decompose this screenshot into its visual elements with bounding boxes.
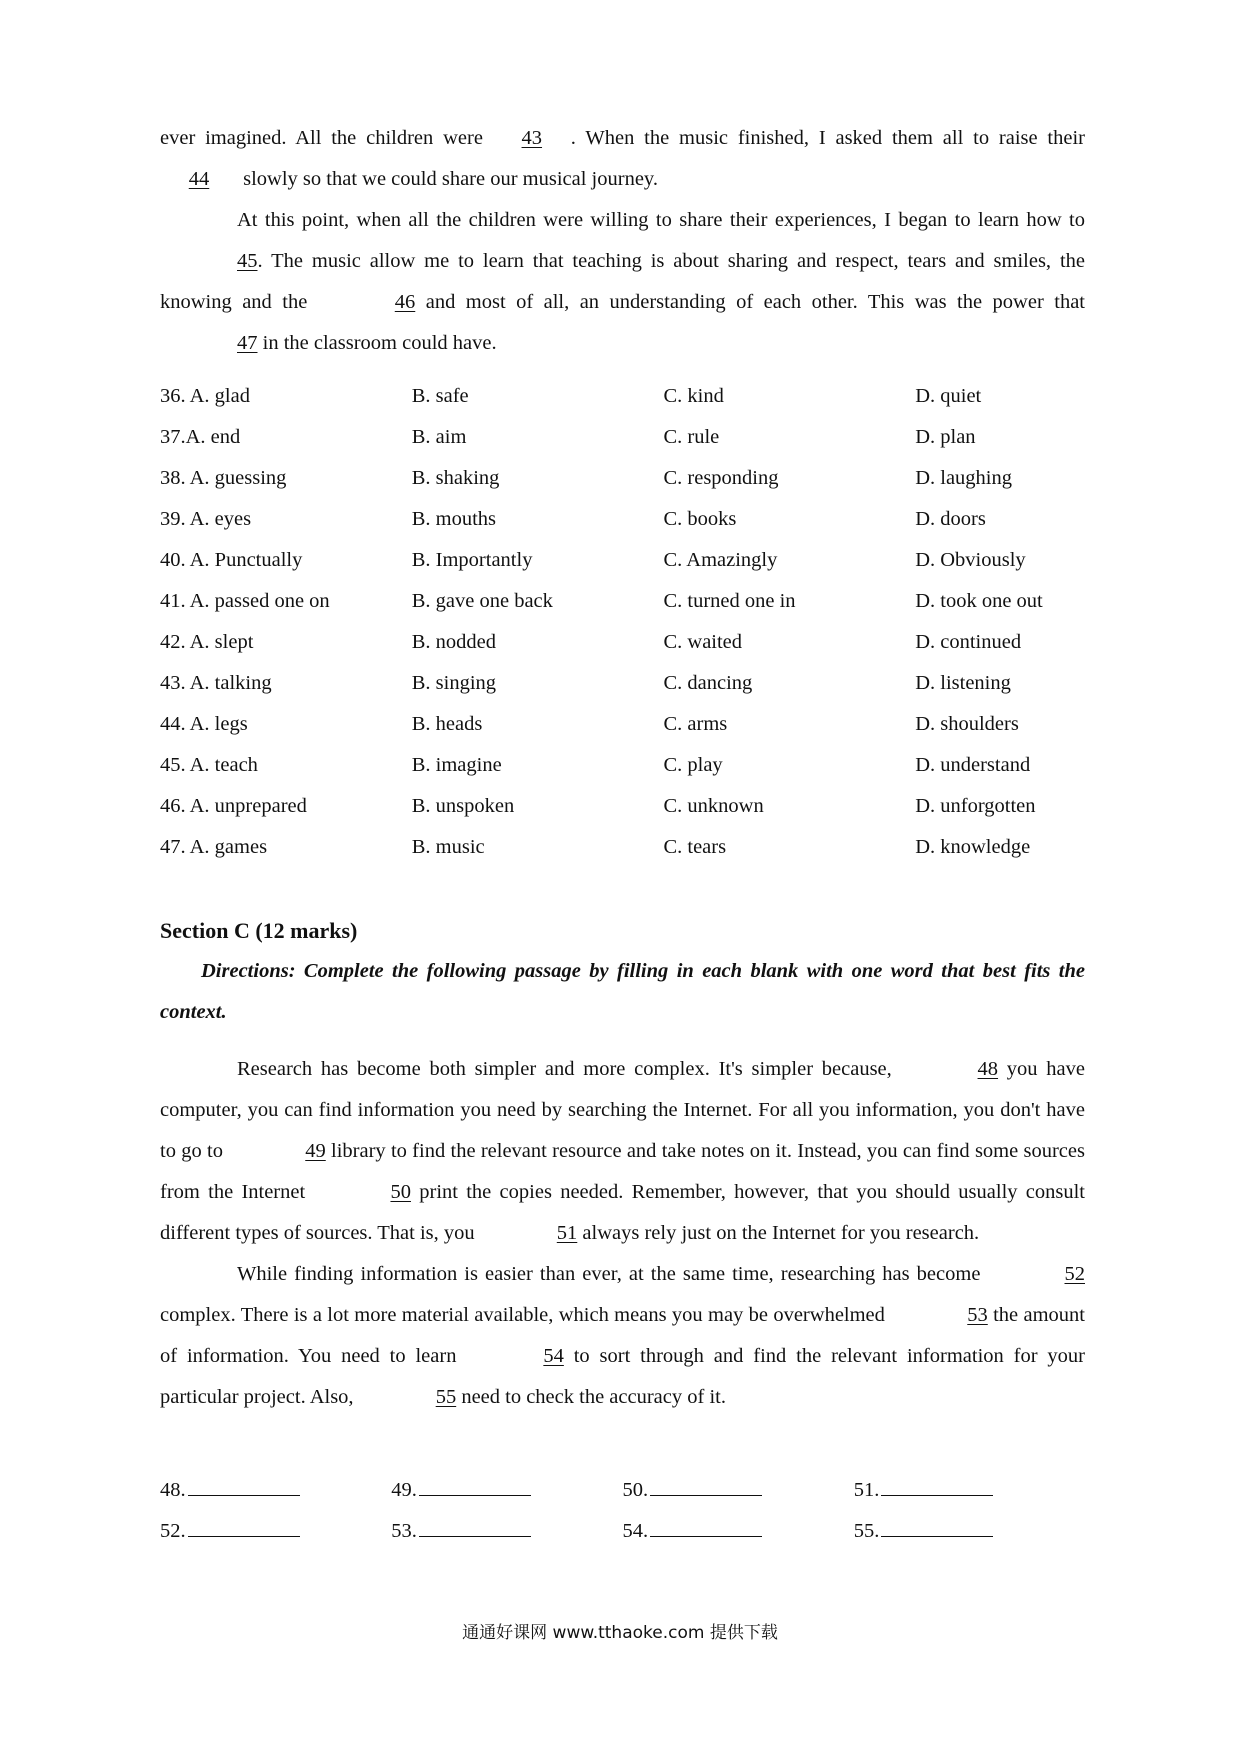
blank-53: 53 bbox=[967, 1304, 988, 1326]
answer-slot-55[interactable] bbox=[854, 1511, 1085, 1552]
option: C. kind bbox=[663, 385, 724, 407]
option: 40. A. Punctually bbox=[160, 549, 303, 571]
passage-paragraph-1 bbox=[160, 118, 1085, 200]
answer-number: 49. bbox=[391, 1479, 417, 1501]
option: B. gave one back bbox=[411, 590, 553, 612]
page-footer: 通通好课网 www.tthaoke.com 提供下载 bbox=[462, 1623, 778, 1643]
answer-slot-50[interactable] bbox=[623, 1470, 854, 1511]
option-row-46 bbox=[160, 786, 1085, 827]
option-row-38 bbox=[160, 458, 1085, 499]
answer-number: 52. bbox=[160, 1520, 186, 1542]
option: D. listening bbox=[915, 672, 1011, 694]
answer-slot-53[interactable] bbox=[391, 1511, 622, 1552]
option-row-42 bbox=[160, 622, 1085, 663]
blank-49: 49 bbox=[305, 1140, 326, 1162]
option: B. imagine bbox=[411, 754, 502, 776]
option: B. aim bbox=[411, 426, 467, 448]
answer-slot-48[interactable] bbox=[160, 1470, 391, 1511]
text: ever imagined. All the children were bbox=[160, 127, 493, 149]
text: . When the music finished, I asked them all to raise their bbox=[570, 127, 1085, 149]
option-row-40 bbox=[160, 540, 1085, 581]
answer-slot-54[interactable] bbox=[623, 1511, 854, 1552]
section-c-paragraph-2 bbox=[160, 1254, 1085, 1418]
answer-line[interactable] bbox=[419, 1471, 531, 1496]
option: B. music bbox=[411, 836, 485, 858]
options-list bbox=[160, 376, 1085, 868]
blank-50: 50 bbox=[390, 1181, 411, 1203]
option: D. quiet bbox=[915, 385, 982, 407]
answer-number: 50. bbox=[622, 1479, 649, 1501]
section-c-directions: Directions: Complete the following passage by filling in each blank with one word that best fits the context. bbox=[160, 960, 1085, 1023]
option: 41. A. passed one on bbox=[160, 590, 330, 612]
text: the amount of information. You need to learn bbox=[160, 1304, 1085, 1367]
option: D. unforgotten bbox=[915, 795, 1036, 817]
option: 47. A. games bbox=[160, 836, 268, 858]
answer-row bbox=[160, 1470, 1085, 1511]
text: and most of all, an understanding of each other. This was the power that bbox=[415, 291, 1085, 313]
answer-number: 54. bbox=[622, 1520, 649, 1542]
answer-number: 48. bbox=[160, 1479, 186, 1501]
section-c-title: Section C (12 marks) bbox=[160, 918, 358, 943]
option: 37.A. end bbox=[160, 426, 241, 448]
option: B. shaking bbox=[411, 467, 500, 489]
option: B. unspoken bbox=[411, 795, 515, 817]
blank-44: 44 bbox=[188, 168, 210, 190]
text: Research has become both simpler and more complex. It's simpler because, bbox=[237, 1058, 901, 1080]
answer-slot-52[interactable] bbox=[160, 1511, 391, 1552]
blank-45: 45 bbox=[237, 250, 258, 272]
text: library to find the relevant resource and take notes on it. Instead, you can find some sources from the Internet bbox=[160, 1140, 1085, 1203]
option: C. waited bbox=[663, 631, 743, 653]
option: D. plan bbox=[915, 426, 976, 448]
text: At this point, when all the children were willing to share their experiences, I began to learn how to bbox=[237, 209, 1085, 231]
option: D. knowledge bbox=[915, 836, 1031, 858]
option: C. play bbox=[663, 754, 723, 776]
option: B. singing bbox=[411, 672, 497, 694]
page-content bbox=[160, 118, 1085, 1552]
text: need to check the accuracy of it. bbox=[456, 1386, 726, 1408]
text: While finding information is easier than ever, at the same time, researching has become bbox=[237, 1263, 988, 1285]
option: C. dancing bbox=[663, 672, 753, 694]
option: D. continued bbox=[915, 631, 1022, 653]
text: you have computer, you can find information you need by searching the Internet. For all you information, you don't have to go to bbox=[160, 1058, 1086, 1162]
blank-46: 46 bbox=[394, 291, 416, 313]
answer-slot-51[interactable] bbox=[854, 1470, 1085, 1511]
option-row-47 bbox=[160, 827, 1085, 868]
blank-55: 55 bbox=[435, 1386, 457, 1408]
answer-number: 51. bbox=[853, 1479, 880, 1501]
text: . The music allow me to learn that teaching is about sharing and respect, tears and smiles, the knowing and the bbox=[160, 250, 1085, 313]
blank-51: 51 bbox=[556, 1222, 578, 1244]
option: D. took one out bbox=[915, 590, 1043, 612]
answer-grid bbox=[160, 1470, 1085, 1552]
option: 42. A. slept bbox=[160, 631, 254, 653]
answer-slot-49[interactable] bbox=[391, 1470, 622, 1511]
option: C. books bbox=[663, 508, 737, 530]
option: C. rule bbox=[663, 426, 720, 448]
answer-line[interactable] bbox=[881, 1471, 993, 1496]
option: B. Importantly bbox=[411, 549, 533, 571]
answer-number: 55. bbox=[853, 1520, 880, 1542]
option: C. arms bbox=[663, 713, 728, 735]
answer-line[interactable] bbox=[650, 1471, 762, 1496]
answer-row bbox=[160, 1511, 1085, 1552]
answer-line[interactable] bbox=[419, 1512, 531, 1537]
option: 36. A. glad bbox=[160, 385, 250, 407]
option: 43. A. talking bbox=[160, 672, 272, 694]
option: C. unknown bbox=[663, 795, 764, 817]
blank-48: 48 bbox=[977, 1058, 999, 1080]
text: print the copies needed. Remember, however, that you should usually consult different types of sources. That is, you bbox=[160, 1181, 1086, 1244]
blank-47: 47 bbox=[237, 332, 258, 354]
option: C. turned one in bbox=[663, 590, 796, 612]
option: B. safe bbox=[411, 385, 469, 407]
option: 46. A. unprepared bbox=[160, 795, 307, 817]
text: to sort through and find the relevant information for your particular project. Also, bbox=[160, 1345, 1085, 1408]
option: D. Obviously bbox=[915, 549, 1026, 571]
option: C. tears bbox=[663, 836, 727, 858]
option-row-43 bbox=[160, 663, 1085, 704]
option: D. doors bbox=[915, 508, 986, 530]
option: B. mouths bbox=[411, 508, 497, 530]
text: complex. There is a lot more material available, which means you may be overwhelmed bbox=[160, 1304, 891, 1326]
option-row-44 bbox=[160, 704, 1085, 745]
blank-43: 43 bbox=[521, 127, 543, 149]
option: 45. A. teach bbox=[160, 754, 258, 776]
text: in the classroom could have. bbox=[257, 332, 497, 354]
option: D. shoulders bbox=[915, 713, 1019, 735]
blank-54: 54 bbox=[543, 1345, 564, 1367]
option: C. responding bbox=[663, 467, 779, 489]
answer-line[interactable] bbox=[881, 1512, 993, 1537]
answer-line[interactable] bbox=[188, 1471, 300, 1496]
option: D. laughing bbox=[915, 467, 1012, 489]
option-row-37 bbox=[160, 417, 1085, 458]
answer-line[interactable] bbox=[650, 1512, 762, 1537]
option: 44. A. legs bbox=[160, 713, 248, 735]
option: B. nodded bbox=[411, 631, 497, 653]
passage-paragraph-2 bbox=[160, 200, 1085, 364]
option-row-45 bbox=[160, 745, 1085, 786]
option-row-39 bbox=[160, 499, 1085, 540]
option: B. heads bbox=[411, 713, 483, 735]
blank-52: 52 bbox=[1064, 1263, 1085, 1285]
option: C. Amazingly bbox=[663, 549, 778, 571]
option: 38. A. guessing bbox=[160, 467, 287, 489]
option-row-41 bbox=[160, 581, 1085, 622]
text: slowly so that we could share our musical journey. bbox=[238, 168, 658, 190]
text: always rely just on the Internet for you research. bbox=[577, 1222, 980, 1244]
answer-number: 53. bbox=[391, 1520, 417, 1542]
section-c-paragraph-1 bbox=[160, 1049, 1085, 1254]
option: D. understand bbox=[915, 754, 1031, 776]
answer-line[interactable] bbox=[188, 1512, 300, 1537]
option-row-36 bbox=[160, 376, 1085, 417]
option: 39. A. eyes bbox=[160, 508, 252, 530]
